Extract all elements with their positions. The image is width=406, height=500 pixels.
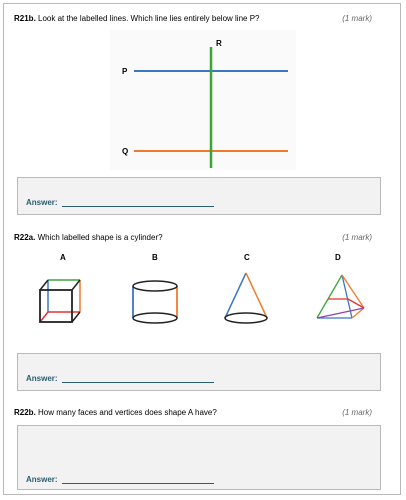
mark-r21b: (1 mark) <box>342 14 372 23</box>
lines-diagram <box>110 30 296 170</box>
question-number: R22b. <box>14 408 36 417</box>
shape-label-d: D <box>335 253 341 262</box>
shape-label-c: C <box>244 253 250 262</box>
answer-box-r22a[interactable] <box>17 353 381 391</box>
cone-shape <box>222 270 270 326</box>
question-text: How many faces and vertices does shape A have? <box>38 408 217 417</box>
label-r: R <box>216 39 222 48</box>
mark-r22b: (1 mark) <box>342 408 372 417</box>
question-r22a <box>14 233 163 242</box>
prism-shape <box>314 272 370 324</box>
answer-line[interactable] <box>62 206 214 207</box>
question-text: Look at the labelled lines. Which line lies entirely below line P? <box>38 14 260 23</box>
question-number: R22a. <box>14 233 36 242</box>
answer-line[interactable] <box>62 382 214 383</box>
cylinder-shape <box>130 278 180 328</box>
question-text: Which labelled shape is a cylinder? <box>37 233 163 242</box>
answer-line[interactable] <box>62 483 214 484</box>
lines-svg <box>110 30 296 170</box>
question-number: R21b. <box>14 14 36 23</box>
label-q: Q <box>122 147 129 156</box>
question-r21b <box>14 14 260 23</box>
answer-label: Answer: <box>26 374 58 383</box>
question-r22b <box>14 408 217 417</box>
label-p: P <box>122 67 128 76</box>
answer-label: Answer: <box>26 198 58 207</box>
answer-box-r21b[interactable] <box>17 177 381 215</box>
answer-label: Answer: <box>26 475 58 484</box>
shape-label-b: B <box>152 253 158 262</box>
cube-shape <box>36 276 86 328</box>
answer-box-r22b[interactable] <box>17 425 381 490</box>
mark-r22a: (1 mark) <box>342 233 372 242</box>
shape-label-a: A <box>60 253 66 262</box>
